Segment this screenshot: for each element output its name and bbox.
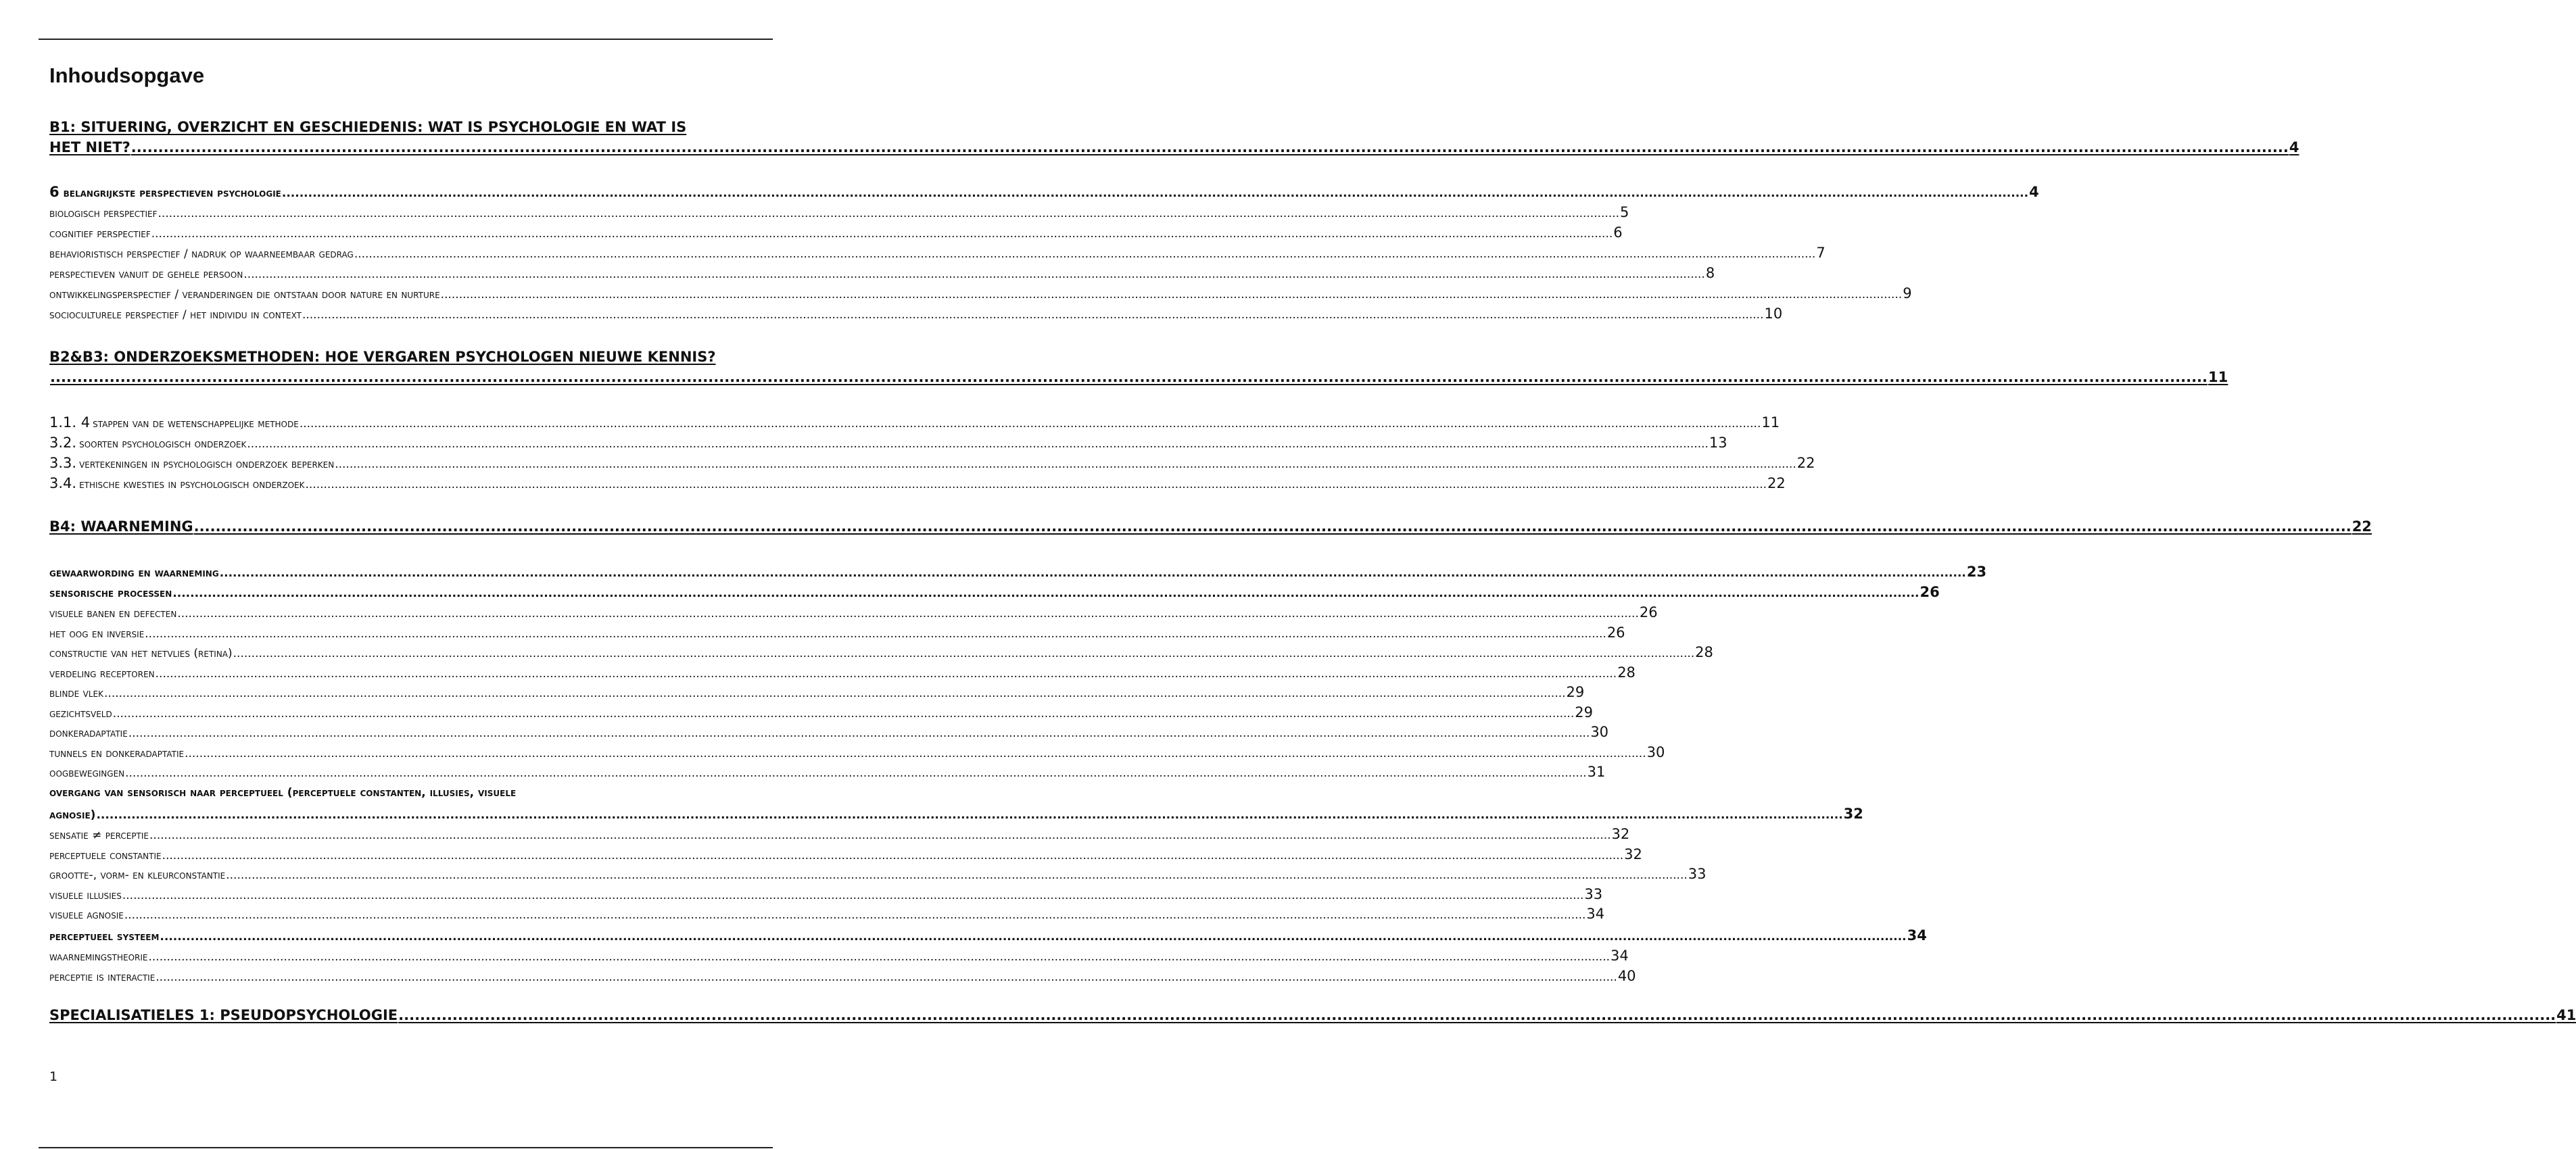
dot-leader: ................................................................................................................................................................................................................................................................................................................................................................................................................ xyxy=(104,687,1566,700)
toc-item-label: perceptuele constantie xyxy=(49,848,162,862)
toc-b23-label: B2&B3: ONDERZOEKSMETHODEN: HOE VERGAREN PSYCHOLOGEN NIEUWE KENNIS? xyxy=(49,349,716,365)
dot-leader: ................................................................................................................................................................................................................................................................................................................................................................................................................ xyxy=(125,766,1587,780)
toc-item-label: ethische kwesties in psychologisch onderzoek xyxy=(79,478,305,491)
toc-gewaarwording-label: gewaarwording en waarneming xyxy=(49,566,219,580)
toc-perceptueel-label: perceptueel systeem xyxy=(49,930,160,944)
toc-item-label: vertekeningen in psychologisch onderzoek beperken xyxy=(79,458,335,471)
toc-item-label: visuele banen en defecten xyxy=(49,607,177,620)
toc-b1-page: 4 xyxy=(2289,139,2299,155)
toc-item-page: 32 xyxy=(1611,826,1630,842)
toc-item-page: 40 xyxy=(1617,968,1636,984)
dot-leader: ................................................................................................................................................................................................................................................................................................................................................................................................................ xyxy=(219,566,1966,580)
toc-item[interactable] xyxy=(49,644,1713,660)
toc-item-page: 8 xyxy=(1705,265,1715,281)
toc-item-page: 11 xyxy=(1761,414,1780,431)
toc-item[interactable] xyxy=(49,224,1623,241)
toc-b1-heading[interactable] xyxy=(49,139,2299,155)
toc-item[interactable] xyxy=(49,743,1665,760)
toc-item-page: 34 xyxy=(1611,948,1629,964)
toc-perspectives-number: 6 xyxy=(49,184,59,200)
toc-item[interactable] xyxy=(49,305,1783,322)
toc-item[interactable] xyxy=(49,704,1593,720)
toc-item-label: behavioristisch perspectief / nadruk op waarneembaar gedrag xyxy=(49,247,354,261)
toc-sensorisch[interactable] xyxy=(49,584,1940,600)
toc-specialisatieles[interactable] xyxy=(49,1007,2576,1023)
toc-sensorisch-label: sensorische processen xyxy=(49,587,172,600)
toc-item-number: 1.1. 4 xyxy=(49,414,91,431)
dot-leader: ................................................................................................................................................................................................................................................................................................................................................................................................................ xyxy=(177,607,1639,620)
toc-item[interactable] xyxy=(49,684,1585,700)
dot-leader: ................................................................................................................................................................................................................................................................................................................................................................................................................ xyxy=(299,417,1761,431)
toc-item-label: visuele agnosie xyxy=(49,908,124,922)
toc-item-page: 26 xyxy=(1639,604,1658,620)
top-rule xyxy=(39,39,773,40)
dot-leader: ................................................................................................................................................................................................................................................................................................................................................................................................................ xyxy=(124,908,1586,922)
toc-item-page: 7 xyxy=(1816,245,1826,261)
dot-leader: ................................................................................................................................................................................................................................................................................................................................................................................................................ xyxy=(156,971,1617,984)
bottom-rule xyxy=(39,1147,773,1148)
dot-leader: ................................................................................................................................................................................................................................................................................................................................................................................................................ xyxy=(233,647,1695,660)
toc-b1-heading-line1[interactable]: B1: SITUERING, OVERZICHT EN GESCHIEDENIS: WAT IS PSYCHOLOGIE EN WAT IS xyxy=(49,119,687,135)
dot-leader: ................................................................................................................................................................................................................................................................................................................................................................................................................ xyxy=(151,227,1613,241)
toc-item[interactable] xyxy=(49,414,1780,431)
dot-leader: ................................................................................................................................................................................................................................................................................................................................................................................................................ xyxy=(226,869,1688,882)
toc-perceptueel[interactable] xyxy=(49,927,1927,944)
toc-item-label: perspectieven vanuit de gehele persoon xyxy=(49,268,243,281)
toc-item-label: sensatie ≠ perceptie xyxy=(49,829,149,842)
toc-item[interactable] xyxy=(49,265,1715,281)
toc-b4-heading[interactable] xyxy=(49,518,2372,535)
toc-overgang-line1[interactable]: overgang van sensorisch naar perceptueel (perceptuele constanten, illusies, visuele xyxy=(49,786,517,800)
toc-item-page: 33 xyxy=(1584,885,1603,902)
toc-b4-label: B4: WAARNEMING xyxy=(49,518,193,535)
toc-item-label: verdeling receptoren xyxy=(49,666,155,681)
dot-leader: ................................................................................................................................................................................................................................................................................................................................................................................................................ xyxy=(162,848,1624,862)
toc-gewaarwording[interactable] xyxy=(49,564,1987,580)
toc-item[interactable] xyxy=(49,885,1603,902)
dot-leader: ................................................................................................................................................................................................................................................................................................................................................................................................................ xyxy=(305,478,1767,491)
toc-item-page: 34 xyxy=(1586,906,1605,922)
toc-item-label: cognitief perspectief xyxy=(49,227,151,241)
toc-item-page: 32 xyxy=(1624,846,1642,862)
toc-item-page: 22 xyxy=(1796,455,1815,471)
toc-item[interactable] xyxy=(49,948,1629,964)
toc-item-label: visuele illusies xyxy=(49,888,122,902)
toc-b23-heading[interactable] xyxy=(49,369,2228,385)
toc-item[interactable] xyxy=(49,604,1658,620)
toc-item-page: 22 xyxy=(1767,475,1786,491)
toc-item[interactable] xyxy=(49,846,1642,862)
toc-item-label: blinde vlek xyxy=(49,687,104,700)
dot-leader: ................................................................................................................................................................................................................................................................................................................................................................................................................ xyxy=(122,888,1584,902)
dot-leader: ................................................................................................................................................................................................................................................................................................................................................................................................................ xyxy=(149,829,1611,842)
toc-item-label: waarnemingstheorie xyxy=(49,950,148,964)
toc-item-page: 33 xyxy=(1688,866,1707,882)
dot-leader: ................................................................................................................................................................................................................................................................................................................................................................................................................ xyxy=(185,746,1646,760)
toc-overgang-label: agnosie) xyxy=(49,808,96,822)
toc-b1-label: HET NIET? xyxy=(49,139,130,155)
toc-item-page: 28 xyxy=(1695,644,1713,660)
dot-leader: ................................................................................................................................................................................................................................................................................................................................................................................................................ xyxy=(148,950,1611,964)
dot-leader: ................................................................................................................................................................................................................................................................................................................................................................................................................ xyxy=(155,666,1617,681)
toc-item-label: grootte-, vorm- en kleurconstantie xyxy=(49,869,226,882)
dot-leader: ................................................................................................................................................................................................................................................................................................................................................................................................................ xyxy=(243,268,1705,281)
toc-item[interactable] xyxy=(49,475,1786,491)
toc-item[interactable] xyxy=(49,624,1625,641)
toc-perceptueel-page: 34 xyxy=(1907,927,1927,944)
toc-item-label: oogbewegingen xyxy=(49,766,125,780)
toc-item-label: perceptie is interactie xyxy=(49,971,156,984)
toc-overgang-page: 32 xyxy=(1843,806,1863,822)
toc-item-page: 30 xyxy=(1646,743,1665,760)
dot-leader: ................................................................................................................................................................................................................................................................................................................................................................................................................ xyxy=(281,187,2029,200)
toc-item-label: stappen van de wetenschappelijke methode xyxy=(93,417,299,431)
toc-item[interactable] xyxy=(49,724,1609,740)
toc-item-page: 5 xyxy=(1620,204,1629,220)
dot-leader: ................................................................................................................................................................................................................................................................................................................................................................................................................ xyxy=(302,308,1764,322)
dot-leader: ................................................................................................................................................................................................................................................................................................................................................................................................................ xyxy=(335,458,1796,471)
toc-item[interactable] xyxy=(49,968,1636,984)
dot-leader: ................................................................................................................................................................................................................................................................................................................................................................................................................ xyxy=(145,627,1606,641)
toc-item-page: 28 xyxy=(1617,664,1636,681)
toc-b23-heading-line1[interactable] xyxy=(49,349,762,365)
toc-item-label: constructie van het netvlies (retina) xyxy=(49,647,233,660)
dot-leader: ................................................................................................................................................................................................................................................................................................................................................................................................................ xyxy=(193,518,2352,535)
toc-item[interactable] xyxy=(49,455,1815,471)
toc-sensorisch-page: 26 xyxy=(1919,584,1940,600)
toc-perspectives-label: belangrijkste perspectieven psychologie xyxy=(63,187,281,200)
toc-item-label: ontwikkelingsperspectief / veranderingen die ontstaan door nature en nurture xyxy=(49,288,440,301)
toc-item[interactable] xyxy=(49,664,1636,681)
dot-leader: ................................................................................................................................................................................................................................................................................................................................................................................................................ xyxy=(158,207,1620,220)
toc-item-page: 9 xyxy=(1903,285,1912,301)
toc-item-label: donkeradaptatie xyxy=(49,727,128,740)
dot-leader: ................................................................................................................................................................................................................................................................................................................................................................................................................ xyxy=(112,706,1575,720)
dot-leader: ................................................................................................................................................................................................................................................................................................................................................................................................................ xyxy=(130,139,2289,155)
toc-item[interactable] xyxy=(49,204,1629,220)
dot-leader: ................................................................................................................................................................................................................................................................................................................................................................................................................ xyxy=(354,247,1816,261)
dot-leader: ................................................................................................................................................................................................................................................................................................................................................................................................................ xyxy=(160,930,1907,944)
toc-item-label: socioculturele perspectief / het individu in context xyxy=(49,308,302,322)
dot-leader: ................................................................................................................................................................................................................................................................................................................................................................................................................ xyxy=(247,437,1709,451)
toc-spec-label: SPECIALISATIELES 1: PSEUDOPSYCHOLOGIE xyxy=(49,1007,398,1023)
toc-item-label: biologisch perspectief xyxy=(49,207,158,220)
toc-item[interactable] xyxy=(49,285,1912,301)
toc-item[interactable] xyxy=(49,906,1605,922)
toc-item-page: 29 xyxy=(1566,684,1585,700)
dot-leader: ................................................................................................................................................................................................................................................................................................................................................................................................................ xyxy=(398,1007,2556,1023)
toc-item-page: 13 xyxy=(1709,435,1727,451)
toc-item[interactable] xyxy=(49,435,1727,451)
toc-item-number: 3.2. xyxy=(49,435,77,451)
toc-item[interactable] xyxy=(49,764,1606,780)
toc-perspectives[interactable] xyxy=(49,184,2039,200)
dot-leader: ................................................................................................................................................................................................................................................................................................................................................................................................................ xyxy=(440,288,1903,301)
toc-b23-page: 11 xyxy=(2208,369,2228,385)
toc-item-page: 31 xyxy=(1587,764,1606,780)
toc-item-page: 10 xyxy=(1764,305,1783,322)
toc-item-label: tunnels en donkeradaptatie xyxy=(49,746,185,760)
toc-item-label: gezichtsveld xyxy=(49,706,112,720)
toc-item-number: 3.4. xyxy=(49,475,77,491)
toc-item-page: 6 xyxy=(1613,224,1623,241)
toc-item-number: 3.3. xyxy=(49,455,77,471)
toc-b4-page: 22 xyxy=(2352,518,2372,535)
dot-leader: ................................................................................................................................................................................................................................................................................................................................................................................................................ xyxy=(128,727,1590,740)
page-number: 1 xyxy=(49,1069,58,1084)
toc-item[interactable] xyxy=(49,245,1826,261)
page-title: Inhoudsopgave xyxy=(49,64,205,87)
toc-item-page: 30 xyxy=(1590,724,1609,740)
toc-item-page: 29 xyxy=(1575,704,1593,720)
toc-gewaarwording-page: 23 xyxy=(1966,564,1987,580)
dot-leader: ................................................................................................................................................................................................................................................................................................................................................................................................................ xyxy=(50,369,2208,385)
dot-leader: ................................................................................................................................................................................................................................................................................................................................................................................................................ xyxy=(172,587,1919,600)
toc-item-label: het oog en inversie xyxy=(49,627,145,641)
toc-item[interactable] xyxy=(49,826,1630,842)
toc-item[interactable] xyxy=(49,866,1707,882)
toc-item-page: 26 xyxy=(1606,624,1625,641)
dot-leader: ................................................................................................................................................................................................................................................................................................................................................................................................................ xyxy=(96,808,1843,822)
toc-perspectives-page: 4 xyxy=(2029,184,2039,200)
toc-item-label: soorten psychologisch onderzoek xyxy=(79,437,247,451)
toc-overgang[interactable] xyxy=(49,806,1863,822)
toc-spec-page: 41 xyxy=(2556,1007,2576,1023)
